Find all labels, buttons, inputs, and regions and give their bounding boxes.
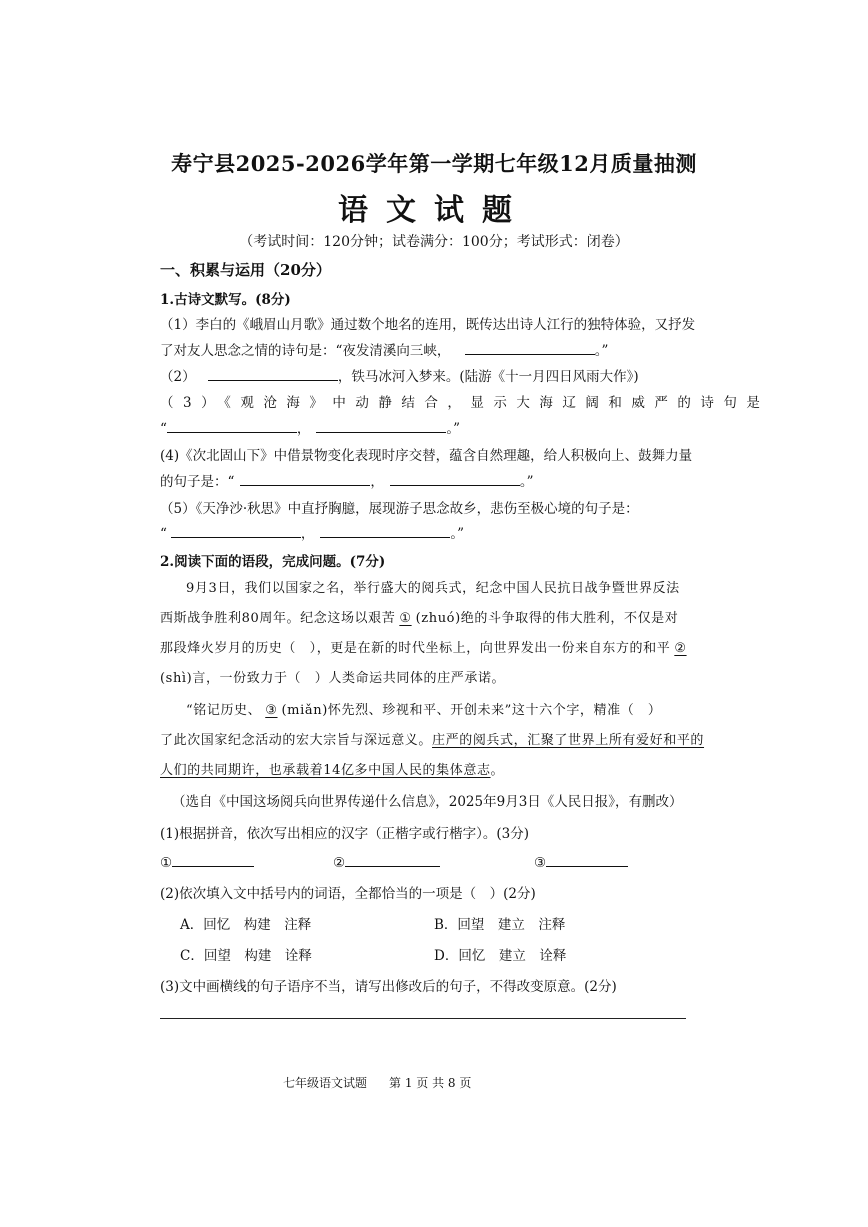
passage-p2-line2	[160, 729, 704, 748]
passage-p2-line3	[160, 759, 504, 778]
q1-item4-line2	[160, 470, 534, 490]
passage-p1-line1: 9月3日，我们以国家之名，举行盛大的阅兵式，纪念中国人民抗日战争暨世界反法	[186, 581, 680, 596]
sub-question-1: (1)根据拼音，依次写出相应的汉字（正楷字或行楷字）。(3分)	[160, 826, 529, 842]
question-2-title: 2.阅读下面的语段，完成问题。(7分)	[160, 554, 386, 570]
q1-item2-text: ，铁马冰河入梦来。(陆游《十一月四日风雨大作》)	[337, 369, 639, 385]
answer-blank[interactable]	[316, 418, 446, 433]
passage-text: (miǎn)怀先烈、珍视和平、开创未来”这十六个字，精准（ ）	[281, 703, 662, 718]
underlined-sentence: 庄严的阅兵式，汇聚了世界上所有爱好和平的	[432, 733, 705, 748]
passage-p1-line4: (shì)言，一份致力于（ ）人类命运共同体的庄严承诺。	[160, 671, 506, 686]
q1-item3-line1: （3）《观沧海》中动静结合，显示大海辽阔和威严的诗句是	[160, 395, 770, 411]
option-d[interactable]: D．回忆 建立 诠释	[434, 948, 567, 964]
blank-label: ①	[160, 855, 173, 871]
q1-item1-end: 。”	[594, 343, 609, 359]
q1-item4-comma: ，	[370, 474, 384, 490]
sub1-blank-row	[160, 852, 254, 871]
sub1-blank-row	[534, 852, 628, 871]
question-1-title: 1.古诗文默写。(8分)	[160, 292, 291, 308]
q1-item3-line2	[160, 417, 460, 437]
answer-blank[interactable]	[390, 471, 520, 486]
passage-source: （选自《中国这场阅兵向世界传递什么信息》，2025年9月3日《人民日报》，有删改）	[172, 794, 683, 810]
option-b[interactable]: B．回望 建立 注释	[434, 917, 566, 933]
q1-item5-line2	[160, 522, 464, 542]
answer-blank[interactable]	[167, 418, 297, 433]
footer-subject: 七年级语文试题	[283, 1076, 368, 1090]
answer-line[interactable]	[160, 1018, 686, 1019]
passage-text: 西斯战争胜利80周年。纪念这场以艰苦	[160, 611, 396, 626]
footer-page-number: 第 1 页 共 8 页	[389, 1076, 472, 1090]
q1-item1-line1: （1）李白的《峨眉山月歌》通过数个地名的连用，既传达出诗人江行的独特体验，又抒发	[160, 317, 696, 333]
passage-text: 那段烽火岁月的历史（ ），更是在新的时代坐标上，向世界发出一份来自东方的和平	[160, 641, 671, 656]
page-footer	[283, 1074, 493, 1091]
passage-p1-line2	[160, 607, 678, 626]
answer-blank[interactable]	[465, 340, 595, 355]
passage-text: “铭记历史、	[186, 703, 262, 718]
q1-item3-open: “	[160, 421, 167, 437]
q1-item1-text: 了对友人思念之情的诗句是：“夜发清溪向三峡，	[160, 343, 451, 359]
underlined-sentence: 人们的共同期许，也承载着14亿多中国人民的集体意志	[160, 763, 491, 778]
answer-blank[interactable]	[240, 471, 370, 486]
blank-label: ②	[333, 855, 346, 871]
passage-text: (zhuó)绝的斗争取得的伟大胜利，不仅是对	[415, 611, 679, 626]
pinyin-blank-2: ②	[674, 641, 687, 656]
answer-blank[interactable]	[171, 523, 301, 538]
q1-item4-close: 。”	[519, 474, 534, 490]
q1-item2	[160, 365, 639, 385]
q1-item4-line1: (4)《次北固山下》中借景物变化表现时序交替，蕴含自然理趣，给人积极向上、鼓舞力量	[160, 448, 693, 464]
q1-item5-line1: （5）《天净沙·秋思》中直抒胸臆，展现游子思念故乡，悲伤至极心境的句子是：	[160, 501, 639, 517]
option-c[interactable]: C．回望 构建 诠释	[180, 948, 312, 964]
answer-blank[interactable]	[208, 366, 338, 381]
answer-blank[interactable]	[320, 523, 450, 538]
answer-blank[interactable]	[172, 852, 254, 867]
q1-item5-open: “	[160, 526, 167, 542]
q1-item4-text: 的句子是：“	[160, 474, 235, 490]
passage-text: 。	[490, 763, 505, 778]
exam-info: （考试时间：120分钟；试卷满分：100分；考试形式：闭卷）	[239, 234, 629, 250]
q1-item5-comma: ，	[300, 526, 315, 542]
answer-blank[interactable]	[345, 852, 440, 867]
option-a[interactable]: A．回忆 构建 注释	[180, 917, 312, 933]
sub1-blank-row	[333, 852, 440, 871]
subject-title: 语文试题	[338, 193, 530, 228]
exam-title: 寿宁县2025-2026学年第一学期七年级12月质量抽测	[171, 151, 697, 176]
blank-label: ③	[534, 855, 547, 871]
q1-item1-line2	[160, 339, 608, 359]
passage-p1-line3	[160, 637, 691, 656]
passage-p2-line1	[186, 699, 662, 718]
q1-item3-close: 。”	[446, 421, 461, 437]
sub-question-3: (3)文中画横线的句子语序不当，请写出修改后的句子，不得改变原意。(2分)	[160, 979, 617, 995]
pinyin-blank-3: ③	[265, 703, 278, 718]
q1-item2-num: （2）	[160, 369, 196, 385]
section-heading: 一、积累与运用（20分）	[160, 261, 331, 279]
q1-item5-close: 。”	[450, 526, 465, 542]
q1-item3-comma: ，	[296, 421, 311, 437]
answer-blank[interactable]	[546, 852, 628, 867]
sub-question-2: (2)依次填入文中括号内的词语，全都恰当的一项是（ ）(2分)	[160, 886, 536, 902]
passage-text: 了此次国家纪念活动的宏大宗旨与深远意义。	[160, 733, 433, 748]
pinyin-blank-1: ①	[399, 611, 412, 626]
